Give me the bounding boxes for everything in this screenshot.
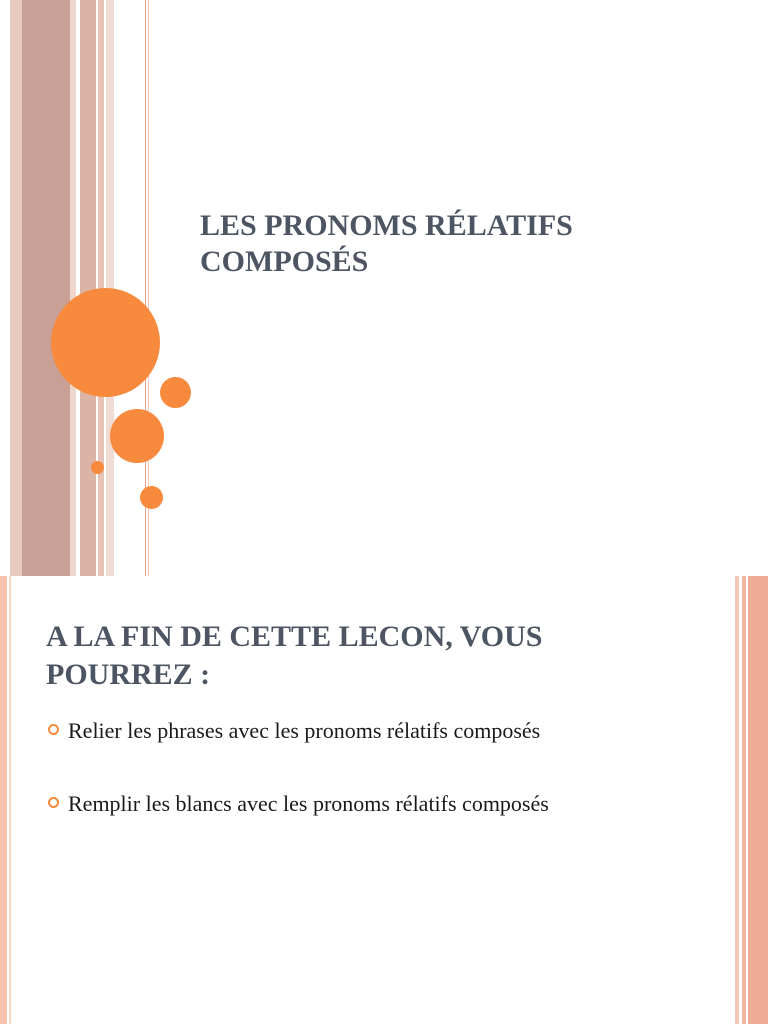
circle-bullet-icon [48,724,59,735]
decorative-stripe [0,576,7,1024]
decorative-stripe [80,0,96,576]
slide-title [200,208,720,280]
slide-title-line: COMPOSÉS [200,245,369,278]
slide-heading-line: POURREZ : [46,658,211,691]
slide-heading [46,618,696,694]
decorative-stripe [735,576,739,1024]
decorative-stripe [10,0,22,576]
list-item [46,716,549,789]
slide-heading-line: A LA FIN DE CETTE LECON, VOUS [46,620,543,653]
objectives-slide [0,576,768,1024]
decorative-circle-small [160,377,191,408]
slide-title-line: LES PRONOMS RÉLATIFS [200,209,573,242]
decorative-stripe [742,576,746,1024]
decorative-circle-tiny [91,461,104,474]
decorative-stripe [22,0,70,576]
decorative-stripe [70,0,76,576]
objectives-list [46,716,549,862]
circle-bullet-icon [48,797,59,808]
decorative-stripe [9,576,11,1024]
list-item-text: Relier les phrases avec les pronoms rélatifs composés [68,718,541,743]
decorative-circle-large [51,288,160,397]
decorative-circle-small [140,486,163,509]
decorative-stripe [748,576,768,1024]
list-item-text: Remplir les blancs avec les pronoms rélatifs composés [68,791,549,816]
decorative-circle-medium [110,409,164,463]
list-item [46,789,549,862]
